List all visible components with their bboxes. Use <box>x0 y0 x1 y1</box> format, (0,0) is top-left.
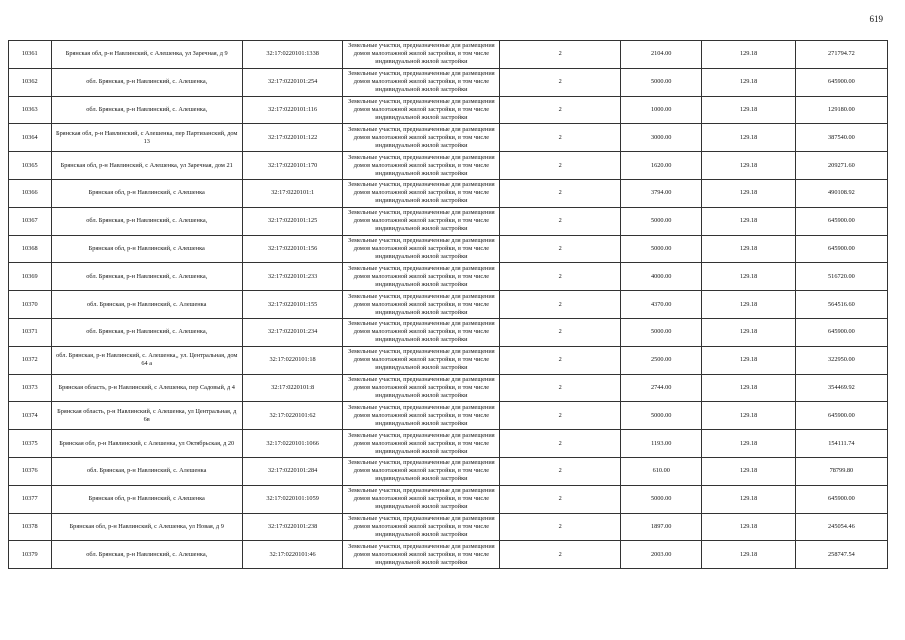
rate-cell: 129.18 <box>702 124 795 152</box>
cadastral-number-cell: 32:17:0220101:238 <box>242 513 342 541</box>
category-cell: 2 <box>500 402 621 430</box>
row-number-cell: 10366 <box>9 179 52 207</box>
category-cell: 2 <box>500 68 621 96</box>
cadastral-value-cell: 645900.00 <box>795 402 887 430</box>
table-row <box>9 235 888 263</box>
land-registry-table <box>8 40 888 569</box>
area-cell: 3000.00 <box>620 124 702 152</box>
rate-cell: 129.18 <box>702 402 795 430</box>
cadastral-number-cell: 32:17:0220101:1338 <box>242 41 342 69</box>
rate-cell: 129.18 <box>702 41 795 69</box>
rate-cell: 129.18 <box>702 207 795 235</box>
rate-cell: 129.18 <box>702 263 795 291</box>
row-number-cell: 10370 <box>9 291 52 319</box>
category-cell: 2 <box>500 41 621 69</box>
cadastral-value-cell: 645900.00 <box>795 318 887 346</box>
cadastral-value-cell: 209271.60 <box>795 152 887 180</box>
land-use-cell: Земельные участки, предназначенные для размещения домов малоэтажной жилой застройки, в том числе индивидуальной жилой застройки <box>343 457 500 485</box>
rate-cell: 129.18 <box>702 541 795 569</box>
area-cell: 5000.00 <box>620 207 702 235</box>
row-number-cell: 10375 <box>9 430 52 458</box>
land-use-cell: Земельные участки, предназначенные для размещения домов малоэтажной жилой застройки, в том числе индивидуальной жилой застройки <box>343 96 500 124</box>
land-use-cell: Земельные участки, предназначенные для размещения домов малоэтажной жилой застройки, в том числе индивидуальной жилой застройки <box>343 124 500 152</box>
land-use-cell: Земельные участки, предназначенные для размещения домов малоэтажной жилой застройки, в том числе индивидуальной жилой застройки <box>343 402 500 430</box>
category-cell: 2 <box>500 346 621 374</box>
area-cell: 1897.00 <box>620 513 702 541</box>
cadastral-value-cell: 645900.00 <box>795 207 887 235</box>
row-number-cell: 10377 <box>9 485 52 513</box>
category-cell: 2 <box>500 124 621 152</box>
area-cell: 1000.00 <box>620 96 702 124</box>
table-row <box>9 152 888 180</box>
land-use-cell: Земельные участки, предназначенные для размещения домов малоэтажной жилой застройки, в том числе индивидуальной жилой застройки <box>343 41 500 69</box>
rate-cell: 129.18 <box>702 374 795 402</box>
land-use-cell: Земельные участки, предназначенные для размещения домов малоэтажной жилой застройки, в том числе индивидуальной жилой застройки <box>343 430 500 458</box>
rate-cell: 129.18 <box>702 457 795 485</box>
address-cell: Брянская обл, р-н Навлинский, с Алешенка, ул Заречная, д 9 <box>51 41 242 69</box>
cadastral-value-cell: 645900.00 <box>795 68 887 96</box>
cadastral-value-cell: 516720.00 <box>795 263 887 291</box>
address-cell: обл. Брянская, р-н Навлинский, с. Алешенка <box>51 291 242 319</box>
table-row <box>9 207 888 235</box>
cadastral-number-cell: 32:17:0220101:122 <box>242 124 342 152</box>
rate-cell: 129.18 <box>702 179 795 207</box>
cadastral-value-cell: 271794.72 <box>795 41 887 69</box>
address-cell: обл. Брянская, р-н Навлинский, с. Алешенка, <box>51 318 242 346</box>
area-cell: 4000.00 <box>620 263 702 291</box>
row-number-cell: 10376 <box>9 457 52 485</box>
cadastral-value-cell: 564516.60 <box>795 291 887 319</box>
cadastral-number-cell: 32:17:0220101:1066 <box>242 430 342 458</box>
address-cell: Брянская обл, р-н Навлинский, с Алешенка <box>51 179 242 207</box>
cadastral-number-cell: 32:17:0220101:170 <box>242 152 342 180</box>
rate-cell: 129.18 <box>702 235 795 263</box>
cadastral-number-cell: 32:17:0220101:1059 <box>242 485 342 513</box>
row-number-cell: 10368 <box>9 235 52 263</box>
area-cell: 5000.00 <box>620 318 702 346</box>
cadastral-number-cell: 32:17:0220101:18 <box>242 346 342 374</box>
address-cell: обл. Брянская, р-н Навлинский, с. Алешенка, <box>51 68 242 96</box>
cadastral-value-cell: 490108.92 <box>795 179 887 207</box>
category-cell: 2 <box>500 179 621 207</box>
category-cell: 2 <box>500 152 621 180</box>
category-cell: 2 <box>500 235 621 263</box>
area-cell: 4370.00 <box>620 291 702 319</box>
land-use-cell: Земельные участки, предназначенные для размещения домов малоэтажной жилой застройки, в том числе индивидуальной жилой застройки <box>343 318 500 346</box>
rate-cell: 129.18 <box>702 430 795 458</box>
land-use-cell: Земельные участки, предназначенные для размещения домов малоэтажной жилой застройки, в том числе индивидуальной жилой застройки <box>343 207 500 235</box>
area-cell: 1193.00 <box>620 430 702 458</box>
category-cell: 2 <box>500 263 621 291</box>
category-cell: 2 <box>500 457 621 485</box>
cadastral-value-cell: 645900.00 <box>795 485 887 513</box>
table-row <box>9 263 888 291</box>
area-cell: 2003.00 <box>620 541 702 569</box>
table-row <box>9 346 888 374</box>
address-cell: Брянская обл, р-н Навлинский, с Алешенка, ул Новая, д 9 <box>51 513 242 541</box>
table-row <box>9 374 888 402</box>
rate-cell: 129.18 <box>702 152 795 180</box>
cadastral-value-cell: 245054.46 <box>795 513 887 541</box>
area-cell: 5000.00 <box>620 235 702 263</box>
row-number-cell: 10379 <box>9 541 52 569</box>
table-row <box>9 457 888 485</box>
cadastral-number-cell: 32:17:0220101:116 <box>242 96 342 124</box>
cadastral-value-cell: 322950.00 <box>795 346 887 374</box>
table-row <box>9 485 888 513</box>
address-cell: Брянская обл, р-н Навлинский, с Алешенка, ул Октябрьская, д 20 <box>51 430 242 458</box>
address-cell: обл. Брянская, р-н Навлинский, с. Алешенка, <box>51 541 242 569</box>
category-cell: 2 <box>500 96 621 124</box>
cadastral-number-cell: 32:17:0220101:46 <box>242 541 342 569</box>
area-cell: 610.00 <box>620 457 702 485</box>
table-row <box>9 124 888 152</box>
cadastral-value-cell: 154111.74 <box>795 430 887 458</box>
row-number-cell: 10364 <box>9 124 52 152</box>
registry-table-body <box>9 41 888 569</box>
cadastral-value-cell: 258747.54 <box>795 541 887 569</box>
rate-cell: 129.18 <box>702 485 795 513</box>
row-number-cell: 10373 <box>9 374 52 402</box>
cadastral-number-cell: 32:17:0220101:234 <box>242 318 342 346</box>
row-number-cell: 10371 <box>9 318 52 346</box>
area-cell: 5000.00 <box>620 402 702 430</box>
row-number-cell: 10362 <box>9 68 52 96</box>
address-cell: Брянская область, р-н Навлинский, с Алешенка, ул Центральная, д 6в <box>51 402 242 430</box>
cadastral-number-cell: 32:17:0220101:284 <box>242 457 342 485</box>
row-number-cell: 10369 <box>9 263 52 291</box>
area-cell: 2104.00 <box>620 41 702 69</box>
category-cell: 2 <box>500 430 621 458</box>
category-cell: 2 <box>500 291 621 319</box>
table-row <box>9 291 888 319</box>
land-use-cell: Земельные участки, предназначенные для размещения домов малоэтажной жилой застройки, в том числе индивидуальной жилой застройки <box>343 485 500 513</box>
area-cell: 3794.00 <box>620 179 702 207</box>
cadastral-value-cell: 354469.92 <box>795 374 887 402</box>
table-row <box>9 402 888 430</box>
category-cell: 2 <box>500 374 621 402</box>
row-number-cell: 10363 <box>9 96 52 124</box>
address-cell: Брянская обл, р-н Навлинский, с Алешенка, пер Партизанский, дом 13 <box>51 124 242 152</box>
rate-cell: 129.18 <box>702 513 795 541</box>
category-cell: 2 <box>500 485 621 513</box>
table-row <box>9 541 888 569</box>
row-number-cell: 10367 <box>9 207 52 235</box>
row-number-cell: 10361 <box>9 41 52 69</box>
address-cell: обл. Брянская, р-н Навлинский, с. Алешенка, <box>51 263 242 291</box>
address-cell: Брянская область, р-н Навлинский, с Алешенка, пер Садовый, д 4 <box>51 374 242 402</box>
address-cell: Брянская обл, р-н Навлинский, с Алешенка <box>51 485 242 513</box>
table-row <box>9 96 888 124</box>
address-cell: обл. Брянская, р-н Навлинский, с. Алешенка <box>51 457 242 485</box>
land-use-cell: Земельные участки, предназначенные для размещения домов малоэтажной жилой застройки, в том числе индивидуальной жилой застройки <box>343 541 500 569</box>
cadastral-number-cell: 32:17:0220101:1 <box>242 179 342 207</box>
cadastral-number-cell: 32:17:0220101:233 <box>242 263 342 291</box>
land-use-cell: Земельные участки, предназначенные для размещения домов малоэтажной жилой застройки, в том числе индивидуальной жилой застройки <box>343 374 500 402</box>
page-number: 619 <box>869 14 883 24</box>
row-number-cell: 10374 <box>9 402 52 430</box>
rate-cell: 129.18 <box>702 96 795 124</box>
address-cell: Брянская обл, р-н Навлинский, с Алешенка, ул Заречная, дом 21 <box>51 152 242 180</box>
address-cell: обл. Брянская, р-н Навлинский, с. Алешенка,, ул. Центральная, дом 64 а <box>51 346 242 374</box>
rate-cell: 129.18 <box>702 68 795 96</box>
table-row <box>9 430 888 458</box>
area-cell: 1620.00 <box>620 152 702 180</box>
table-row <box>9 68 888 96</box>
address-cell: Брянская обл, р-н Навлинский, с Алешенка <box>51 235 242 263</box>
area-cell: 2744.00 <box>620 374 702 402</box>
cadastral-value-cell: 129180.00 <box>795 96 887 124</box>
cadastral-number-cell: 32:17:0220101:155 <box>242 291 342 319</box>
rate-cell: 129.18 <box>702 291 795 319</box>
rate-cell: 129.18 <box>702 318 795 346</box>
address-cell: обл. Брянская, р-н Навлинский, с. Алешенка, <box>51 96 242 124</box>
area-cell: 2500.00 <box>620 346 702 374</box>
category-cell: 2 <box>500 541 621 569</box>
cadastral-number-cell: 32:17:0220101:8 <box>242 374 342 402</box>
table-row <box>9 318 888 346</box>
land-use-cell: Земельные участки, предназначенные для размещения домов малоэтажной жилой застройки, в том числе индивидуальной жилой застройки <box>343 263 500 291</box>
address-cell: обл. Брянская, р-н Навлинский, с. Алешенка, <box>51 207 242 235</box>
category-cell: 2 <box>500 318 621 346</box>
cadastral-number-cell: 32:17:0220101:254 <box>242 68 342 96</box>
land-use-cell: Земельные участки, предназначенные для размещения домов малоэтажной жилой застройки, в том числе индивидуальной жилой застройки <box>343 235 500 263</box>
table-row <box>9 179 888 207</box>
land-use-cell: Земельные участки, предназначенные для размещения домов малоэтажной жилой застройки, в том числе индивидуальной жилой застройки <box>343 152 500 180</box>
row-number-cell: 10372 <box>9 346 52 374</box>
cadastral-value-cell: 387540.00 <box>795 124 887 152</box>
rate-cell: 129.18 <box>702 346 795 374</box>
cadastral-value-cell: 645900.00 <box>795 235 887 263</box>
land-use-cell: Земельные участки, предназначенные для размещения домов малоэтажной жилой застройки, в том числе индивидуальной жилой застройки <box>343 68 500 96</box>
category-cell: 2 <box>500 207 621 235</box>
cadastral-number-cell: 32:17:0220101:156 <box>242 235 342 263</box>
land-use-cell: Земельные участки, предназначенные для размещения домов малоэтажной жилой застройки, в том числе индивидуальной жилой застройки <box>343 179 500 207</box>
land-use-cell: Земельные участки, предназначенные для размещения домов малоэтажной жилой застройки, в том числе индивидуальной жилой застройки <box>343 346 500 374</box>
table-row <box>9 41 888 69</box>
land-use-cell: Земельные участки, предназначенные для размещения домов малоэтажной жилой застройки, в том числе индивидуальной жилой застройки <box>343 513 500 541</box>
row-number-cell: 10378 <box>9 513 52 541</box>
category-cell: 2 <box>500 513 621 541</box>
row-number-cell: 10365 <box>9 152 52 180</box>
cadastral-number-cell: 32:17:0220101:125 <box>242 207 342 235</box>
area-cell: 5000.00 <box>620 68 702 96</box>
table-row <box>9 513 888 541</box>
area-cell: 5000.00 <box>620 485 702 513</box>
cadastral-value-cell: 78799.80 <box>795 457 887 485</box>
land-use-cell: Земельные участки, предназначенные для размещения домов малоэтажной жилой застройки, в том числе индивидуальной жилой застройки <box>343 291 500 319</box>
cadastral-number-cell: 32:17:0220101:62 <box>242 402 342 430</box>
